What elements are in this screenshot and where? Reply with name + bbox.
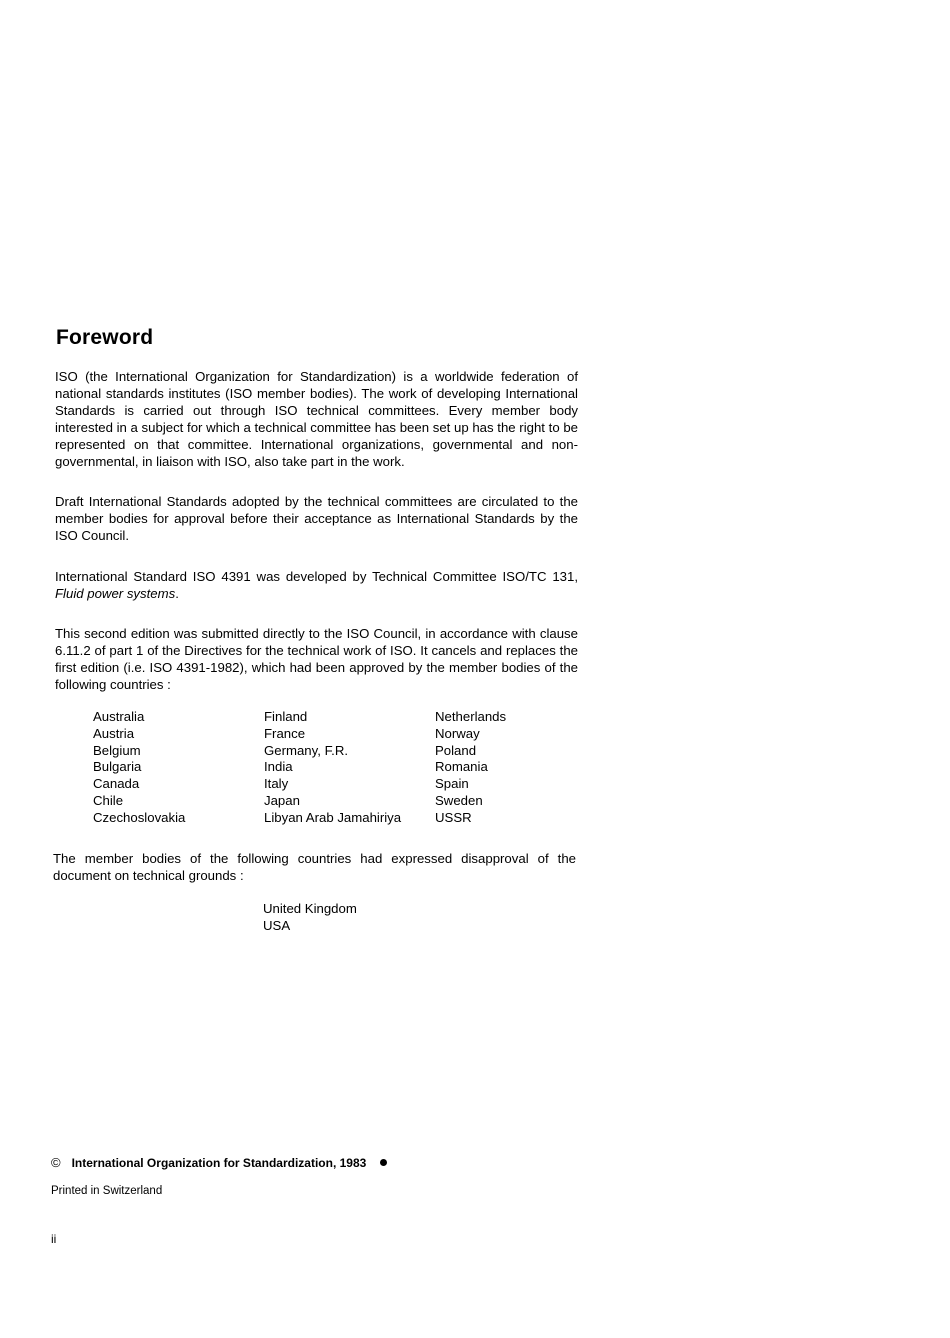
country-item: United Kingdom bbox=[263, 901, 357, 916]
country-item: Italy bbox=[264, 776, 289, 792]
paragraph-iso-intro: ISO (the International Organization for Standardization) is a worldwide federation of national standards institutes (ISO member bodies). The work of developing International Standards is carried out through ISO technical committees. Every member body interested in a subject for which a technical committee has been set up has the right to be represented on that committee. International organizations, governmental and non-governmental, in liaison with ISO, also take part in the work. bbox=[55, 369, 578, 469]
committee-title: Fluid power systems bbox=[55, 586, 176, 601]
disapproving-countries-list bbox=[263, 901, 357, 935]
page-number: ii bbox=[51, 1232, 57, 1246]
country-item: Japan bbox=[264, 792, 300, 808]
country-item: Canada bbox=[93, 776, 140, 792]
country-item: Romania bbox=[435, 759, 488, 775]
paragraph-standard-origin bbox=[55, 568, 578, 602]
standard-origin-end: . bbox=[175, 586, 179, 601]
country-item: Libyan Arab Jamahiriya bbox=[264, 809, 402, 825]
country-item: Chile bbox=[93, 792, 124, 808]
country-item: Poland bbox=[435, 742, 477, 758]
standard-origin-text: International Standard ISO 4391 was developed by Technical Committee ISO/TC 131, bbox=[55, 569, 578, 584]
country-item: Australia bbox=[93, 709, 145, 724]
printed-location: Printed in Switzerland bbox=[51, 1185, 163, 1197]
country-item: Sweden bbox=[435, 792, 483, 808]
copyright-text: International Organization for Standardization, 1983 bbox=[71, 1155, 367, 1170]
country-item: Bulgaria bbox=[93, 759, 142, 775]
country-item: Germany, F.R. bbox=[264, 742, 349, 758]
country-item: USA bbox=[263, 917, 291, 933]
bullet-icon bbox=[380, 1159, 387, 1166]
paragraph-draft-standards: Draft International Standards adopted by the technical committees are circulated to the member bodies for approval before their acceptance as International Standards by the ISO Council. bbox=[55, 494, 578, 543]
paragraph-edition-note: This second edition was submitted directly to the ISO Council, in accordance with clause 6.11.2 of part 1 of the Directives for the technical work of ISO. It cancels and replaces the first edition (i.e. ISO 4391-1982), which had been approved by the member bodies of the following countries : bbox=[55, 626, 578, 692]
country-item: Belgium bbox=[93, 742, 141, 758]
country-item: Austria bbox=[93, 725, 135, 741]
country-item: Norway bbox=[435, 725, 480, 741]
country-item: Netherlands bbox=[435, 709, 507, 724]
country-item: Czechoslovakia bbox=[93, 809, 186, 825]
country-item: USSR bbox=[435, 809, 472, 825]
country-item: France bbox=[264, 725, 306, 741]
approving-countries-list bbox=[93, 709, 606, 827]
country-item: Finland bbox=[264, 709, 308, 724]
country-item: India bbox=[264, 759, 293, 775]
country-item: Spain bbox=[435, 776, 469, 792]
copyright-icon: © bbox=[51, 1155, 61, 1170]
paragraph-disapproval: The member bodies of the following countries had expressed disapproval of the document on technical grounds : bbox=[53, 851, 576, 883]
page-title: Foreword bbox=[56, 326, 154, 349]
copyright-line bbox=[51, 1155, 387, 1170]
